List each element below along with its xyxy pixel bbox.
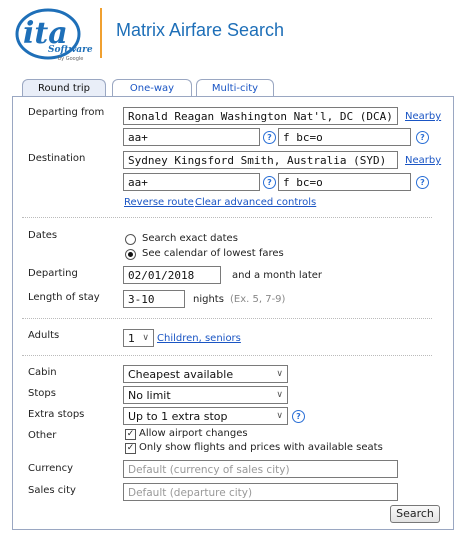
check-available-seats[interactable]: ✓ xyxy=(126,443,135,453)
stops-select[interactable] xyxy=(123,386,288,404)
extra-stops-value: Up to 1 extra stop xyxy=(128,410,228,423)
origin-extension-input[interactable]: f bc=o xyxy=(278,128,411,146)
destination-nearby-link[interactable]: Nearby xyxy=(405,155,442,166)
help-icon[interactable]: ? xyxy=(263,176,276,189)
check-airport-changes-label[interactable]: Allow airport changes xyxy=(139,428,248,439)
radio-calendar[interactable] xyxy=(125,249,136,260)
departing-label: Departing xyxy=(28,268,78,279)
tab-multi-city[interactable] xyxy=(196,79,274,96)
help-icon[interactable]: ? xyxy=(263,131,276,144)
length-of-stay-label: Length of stay xyxy=(28,292,100,303)
length-hint: (Ex. 5, 7-9) xyxy=(230,294,286,305)
help-icon[interactable]: ? xyxy=(416,176,429,189)
chevron-down-icon: ∨ xyxy=(142,333,149,343)
cabin-select[interactable] xyxy=(123,365,288,383)
adults-select[interactable] xyxy=(123,329,154,347)
search-button[interactable]: Search xyxy=(390,505,440,523)
sales-city-label: Sales city xyxy=(28,485,76,496)
destination-label: Destination xyxy=(28,153,86,164)
help-icon[interactable]: ? xyxy=(416,131,429,144)
origin-nearby-link[interactable]: Nearby xyxy=(405,111,442,122)
divider xyxy=(22,217,432,218)
sales-city-input[interactable]: Default (departure city) xyxy=(123,483,398,501)
stops-label: Stops xyxy=(28,388,56,399)
cabin-value: Cheapest available xyxy=(128,368,234,381)
cabin-label: Cabin xyxy=(28,367,57,378)
dates-label: Dates xyxy=(28,230,58,241)
divider xyxy=(22,355,432,356)
radio-exact-dates[interactable] xyxy=(125,234,136,245)
check-available-seats-label[interactable]: Only show flights and prices with available seats xyxy=(139,442,383,453)
currency-label: Currency xyxy=(28,463,74,474)
divider xyxy=(22,318,432,319)
header-divider xyxy=(100,8,102,58)
children-seniors-link[interactable]: Children, seniors xyxy=(157,333,241,344)
destination-input[interactable]: Sydney Kingsford Smith, Australia (SYD) xyxy=(123,151,398,169)
check-airport-changes[interactable]: ✓ xyxy=(126,429,135,439)
reverse-route-link[interactable]: Reverse route xyxy=(124,197,194,208)
tab-label: One-way xyxy=(129,83,175,94)
departing-from-label: Departing from xyxy=(28,107,105,118)
ita-logo xyxy=(14,6,94,64)
chevron-down-icon: ∨ xyxy=(276,369,283,379)
extra-stops-select[interactable] xyxy=(123,407,288,425)
tab-label: Round trip xyxy=(38,83,90,94)
help-icon[interactable]: ? xyxy=(292,410,305,423)
chevron-down-icon: ∨ xyxy=(276,411,283,421)
currency-input[interactable]: Default (currency of sales city) xyxy=(123,460,398,478)
svg-text:by Google: by Google xyxy=(58,56,84,62)
radio-exact-dates-label[interactable]: Search exact dates xyxy=(142,233,238,244)
adults-value: 1 xyxy=(128,332,135,345)
origin-routing-input[interactable]: aa+ xyxy=(123,128,260,146)
tab-one-way[interactable] xyxy=(112,79,192,96)
other-label: Other xyxy=(28,430,57,441)
tab-label: Multi-city xyxy=(211,83,259,94)
departing-date-input[interactable]: 02/01/2018 xyxy=(123,266,221,284)
stops-value: No limit xyxy=(128,389,171,402)
adults-label: Adults xyxy=(28,330,60,341)
page-title: Matrix Airfare Search xyxy=(116,20,285,40)
length-of-stay-input[interactable]: 3-10 xyxy=(123,290,185,308)
svg-text:Software: Software xyxy=(48,45,93,55)
radio-calendar-label[interactable]: See calendar of lowest fares xyxy=(142,248,284,259)
dest-extension-input[interactable]: f bc=o xyxy=(278,173,411,191)
svg-text:ita: ita xyxy=(23,16,68,51)
chevron-down-icon: ∨ xyxy=(276,390,283,400)
departing-from-input[interactable]: Ronald Reagan Washington Nat'l, DC (DCA) xyxy=(123,107,398,125)
dest-routing-input[interactable]: aa+ xyxy=(123,173,260,191)
tab-round-trip[interactable] xyxy=(22,79,106,96)
nights-unit: nights xyxy=(193,294,224,305)
departing-suffix: and a month later xyxy=(232,270,323,281)
clear-advanced-link[interactable]: Clear advanced controls xyxy=(195,197,317,208)
extra-stops-label: Extra stops xyxy=(28,409,85,420)
